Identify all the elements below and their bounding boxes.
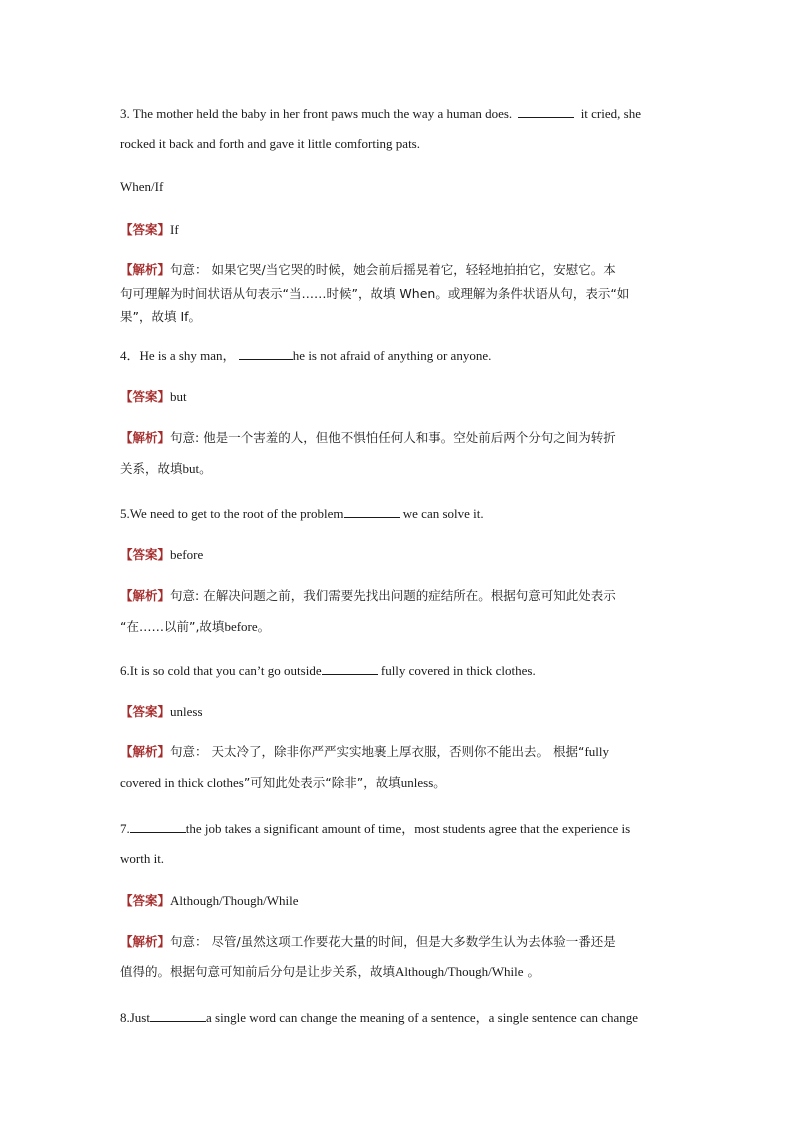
q6-analysis-text-1a: 句意： 天太冷了，除非你严严实实地裹上厚衣服，否则你不能出去。 根据“ (170, 744, 585, 759)
q6-answer-value: unless (170, 704, 203, 719)
q3-line-2: rocked it back and forth and gave it little comforting pats. (120, 136, 420, 151)
q5-analysis-line-2 (120, 619, 676, 635)
q5-text-a: 5.We need to get to the root of the problem (120, 506, 344, 521)
q4-analysis-text-2a: 关系，故填 (120, 461, 183, 476)
q3-text-a: 3. The mother held the baby in her front paws much the way a human does. (120, 106, 513, 121)
q7-answer-value: Although/Though/While (170, 893, 299, 908)
q4-analysis-text-2b: but (182, 461, 200, 476)
q8-line-1 (120, 1009, 676, 1026)
q7-analysis-text-2a: 值得的。根据句意可知前后分句是让步关系，故填 (120, 964, 396, 979)
q4-analysis-text-1: 句意: 他是一个害羞的人，但他不惧怕任何人和事。空处前后两个分句之间为转折 (170, 430, 616, 445)
q6-analysis-text-2c: unless (400, 775, 434, 790)
q3-options: When/If (120, 179, 164, 194)
q7-blank[interactable] (130, 820, 186, 833)
q7-analysis-text-1: 句意： 尽管/虽然这项工作要花大量的时间，但是大多数学生认为去体验一番还是 (170, 934, 616, 949)
q6-analysis-text-2b: ”可知此处表示“除非”，故填 (243, 775, 401, 790)
q6-answer (120, 704, 676, 720)
answer-label: 【答案】 (120, 389, 171, 404)
analysis-label: 【解析】 (120, 430, 171, 445)
q6-analysis-text-2a: covered in thick clothes (120, 775, 244, 790)
q4-text-a: 4．He is a shy man， (120, 348, 236, 363)
answer-label: 【答案】 (120, 704, 171, 719)
q6-blank[interactable] (322, 662, 378, 675)
q4-answer (120, 389, 676, 405)
q6-analysis-line-2 (120, 775, 676, 791)
q5-line-1 (120, 505, 676, 522)
q8-blank[interactable] (150, 1009, 206, 1022)
q5-answer-value: before (170, 547, 204, 562)
q7-analysis-text-2b: Although/Though/While (395, 964, 524, 979)
q3-text-b: it cried, she (580, 106, 641, 121)
q5-analysis-text-2a: “在……以前”,故填 (120, 619, 225, 634)
q7-line-2: worth it. (120, 851, 165, 866)
analysis-label: 【解析】 (120, 934, 171, 949)
q3-analysis-line-2: 句可理解为时间状语从句表示“当……时候”，故填 When。或理解为条件状语从句，表示“如 (120, 286, 630, 301)
analysis-label: 【解析】 (120, 262, 171, 277)
q6-analysis-line-1 (120, 744, 676, 760)
q7-analysis-text-2c: 。 (523, 964, 541, 979)
q3-answer (120, 222, 676, 238)
q7-answer (120, 893, 676, 909)
q6-text-a: 6.It is so cold that you can’t go outside (120, 663, 322, 678)
answer-label: 【答案】 (120, 547, 171, 562)
q5-analysis-text-2b: before (224, 619, 258, 634)
q6-text-b: fully covered in thick clothes. (377, 663, 536, 678)
answer-label: 【答案】 (120, 893, 171, 908)
q4-line-1 (120, 347, 676, 364)
q4-text-b: he is not afraid of anything or anyone. (292, 348, 492, 363)
q6-line-1 (120, 662, 676, 679)
q8-text-b: a single word can change the meaning of a sentence，a single sentence can change (205, 1010, 639, 1025)
q3-line-1 (120, 105, 676, 122)
answer-label: 【答案】 (120, 222, 171, 237)
q6-analysis-text-2d: 。 (433, 775, 446, 790)
analysis-label: 【解析】 (120, 588, 171, 603)
q5-text-b: we can solve it. (399, 506, 484, 521)
analysis-label: 【解析】 (120, 744, 171, 759)
q3-analysis-text-1: 句意： 如果它哭/当它哭的时候，她会前后摇晃着它，轻轻地拍拍它，安慰它。本 (170, 262, 616, 277)
q7-analysis-line-2 (120, 964, 676, 980)
q3-analysis-line-1 (120, 262, 676, 278)
q5-analysis-text-1: 句意: 在解决问题之前，我们需要先找出问题的症结所在。根据句意可知此处表示 (170, 588, 616, 603)
q8-text-a: 8.Just (120, 1010, 150, 1025)
q7-text-a: 7. (120, 821, 130, 836)
q4-blank[interactable] (239, 347, 293, 360)
q7-line-1 (120, 820, 676, 837)
q4-analysis-line-1 (120, 430, 676, 446)
q5-analysis-line-1 (120, 588, 676, 604)
q3-answer-value: If (170, 222, 179, 237)
q7-text-b: the job takes a significant amount of time，most students agree that the experience is (185, 821, 631, 836)
q5-analysis-text-2c: 。 (257, 619, 271, 634)
q5-blank[interactable] (344, 505, 400, 518)
q3-blank[interactable] (518, 105, 574, 118)
q4-analysis-line-2 (120, 461, 676, 477)
q7-analysis-line-1 (120, 934, 676, 950)
q6-analysis-text-1b: fully (584, 744, 610, 759)
q4-answer-value: but (170, 389, 187, 404)
q3-analysis-line-3: 果”，故填 If。 (120, 309, 202, 324)
q4-analysis-text-2c: 。 (199, 461, 212, 476)
q5-answer (120, 547, 676, 563)
